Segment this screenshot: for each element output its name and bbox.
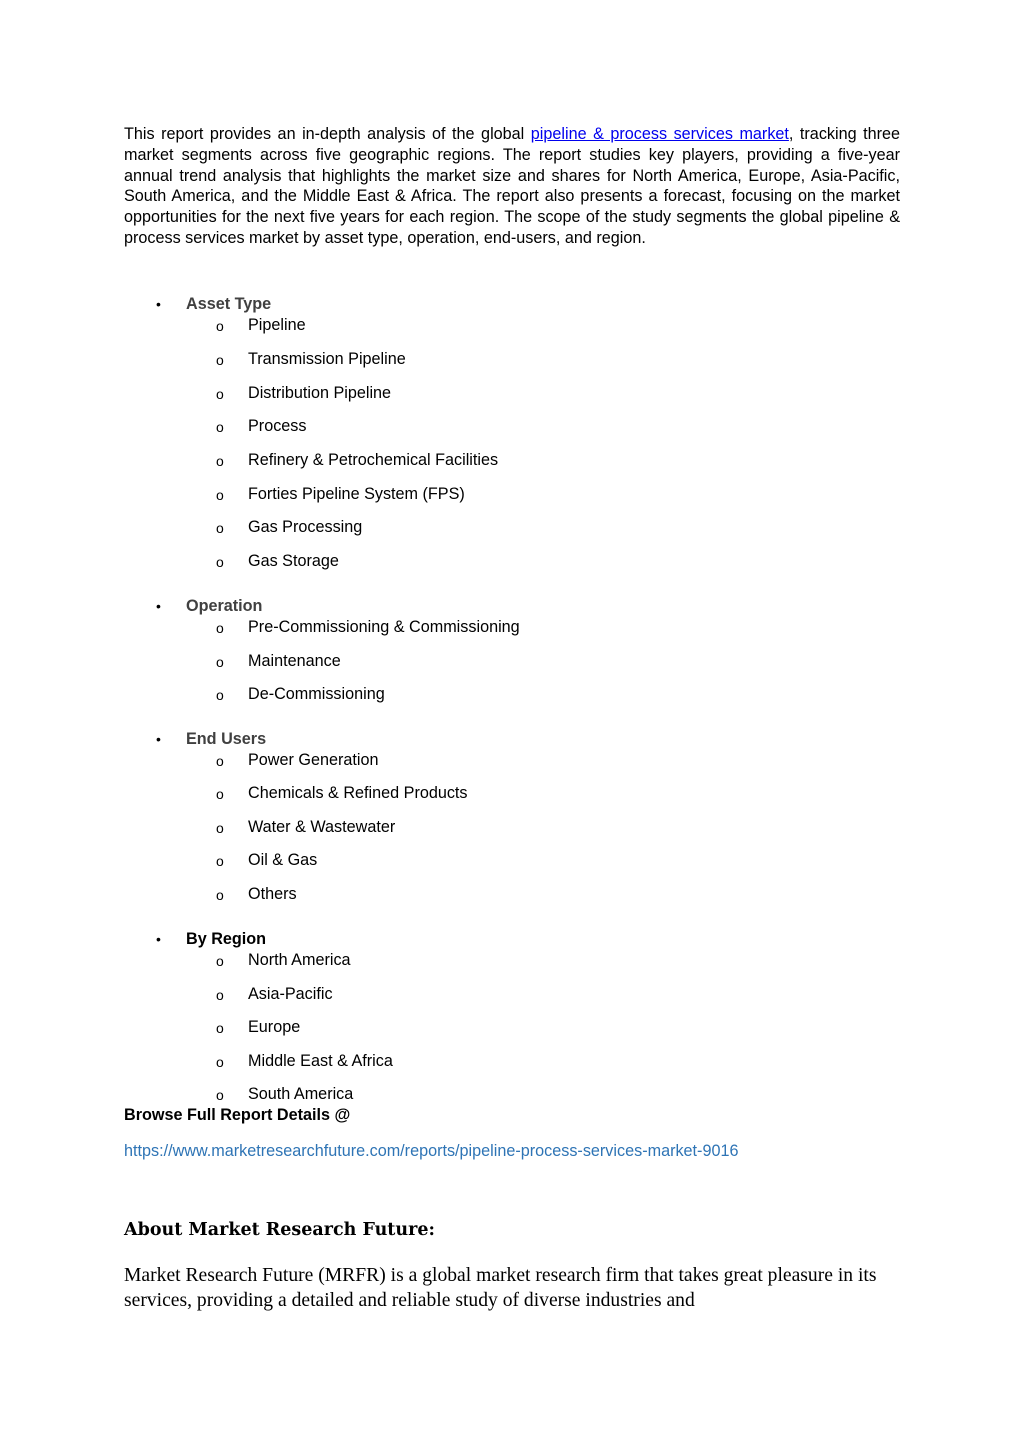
circle-bullet-icon: o <box>216 753 224 769</box>
list-item-label: Transmission Pipeline <box>248 350 406 368</box>
bullet-icon: • <box>156 296 161 312</box>
circle-bullet-icon: o <box>216 820 224 836</box>
list-item-label: Pipeline <box>248 316 306 334</box>
about-heading: About Market Research Future: <box>124 1220 435 1240</box>
intro-text-before-link: This report provides an in-depth analysis of the global <box>124 125 531 143</box>
circle-bullet-icon: o <box>216 386 224 402</box>
list-item-label: North America <box>248 951 351 969</box>
segment-label: End Users <box>186 730 267 748</box>
circle-bullet-icon: o <box>216 1020 224 1036</box>
list-item-label: Refinery & Petrochemical Facilities <box>248 451 499 469</box>
list-item-label: Asia-Pacific <box>248 985 333 1003</box>
circle-bullet-icon: o <box>216 953 224 969</box>
circle-bullet-icon: o <box>216 853 224 869</box>
circle-bullet-icon: o <box>216 520 224 536</box>
list-item-label: Process <box>248 417 307 435</box>
bullet-icon: • <box>156 731 161 747</box>
bullet-icon: • <box>156 931 161 947</box>
list-item-label: Water & Wastewater <box>248 818 396 836</box>
intro-paragraph <box>124 124 900 249</box>
circle-bullet-icon: o <box>216 654 224 670</box>
circle-bullet-icon: o <box>216 620 224 636</box>
list-item-label: Maintenance <box>248 652 341 670</box>
circle-bullet-icon: o <box>216 1087 224 1103</box>
circle-bullet-icon: o <box>216 786 224 802</box>
circle-bullet-icon: o <box>216 687 224 703</box>
list-item-label: Others <box>248 885 297 903</box>
browse-heading: Browse Full Report Details @ <box>124 1106 351 1124</box>
bullet-icon: • <box>156 598 161 614</box>
segment-label: Asset Type <box>186 295 272 313</box>
list-item-label: Oil & Gas <box>248 851 318 869</box>
circle-bullet-icon: o <box>216 352 224 368</box>
list-item-label: De-Commissioning <box>248 685 385 703</box>
list-item-label: South America <box>248 1085 354 1103</box>
circle-bullet-icon: o <box>216 453 224 469</box>
circle-bullet-icon: o <box>216 487 224 503</box>
list-item-label: Chemicals & Refined Products <box>248 784 468 802</box>
circle-bullet-icon: o <box>216 987 224 1003</box>
list-item-label: Middle East & Africa <box>248 1052 393 1070</box>
list-item-label: Pre-Commissioning & Commissioning <box>248 618 520 636</box>
list-item-label: Gas Processing <box>248 518 363 536</box>
circle-bullet-icon: o <box>216 419 224 435</box>
segment-label: By Region <box>186 930 267 948</box>
circle-bullet-icon: o <box>216 554 224 570</box>
list-item-label: Forties Pipeline System (FPS) <box>248 485 465 503</box>
report-url-link[interactable]: https://www.marketresearchfuture.com/reports/pipeline-process-services-market-9016 <box>124 1142 739 1160</box>
list-item-label: Power Generation <box>248 751 379 769</box>
list-item-label: Gas Storage <box>248 552 339 570</box>
segment-label: Operation <box>186 597 263 615</box>
circle-bullet-icon: o <box>216 318 224 334</box>
about-paragraph: Market Research Future (MRFR) is a global market research firm that takes great pleasure in its services, providing a detailed and reliable study of diverse industries and <box>124 1265 877 1311</box>
circle-bullet-icon: o <box>216 887 224 903</box>
circle-bullet-icon: o <box>216 1054 224 1070</box>
market-link[interactable]: pipeline & process services market <box>530 125 789 143</box>
list-item-label: Distribution Pipeline <box>248 384 392 402</box>
intro-text-after-link: , tracking three market segments across five geographic regions. The report studies key players, providing a five-year annual trend analysis that highlights the market size and shares for North America, Europe, Asia-Pacific, South America, and the Middle East & Africa. The report also presents a forecast, focusing on the market opportunities for the next five years for each region. The scope of the study segments the global pipeline & process services market by asset type, operation, end-users, and region. <box>124 125 901 247</box>
list-item-label: Europe <box>248 1018 301 1036</box>
